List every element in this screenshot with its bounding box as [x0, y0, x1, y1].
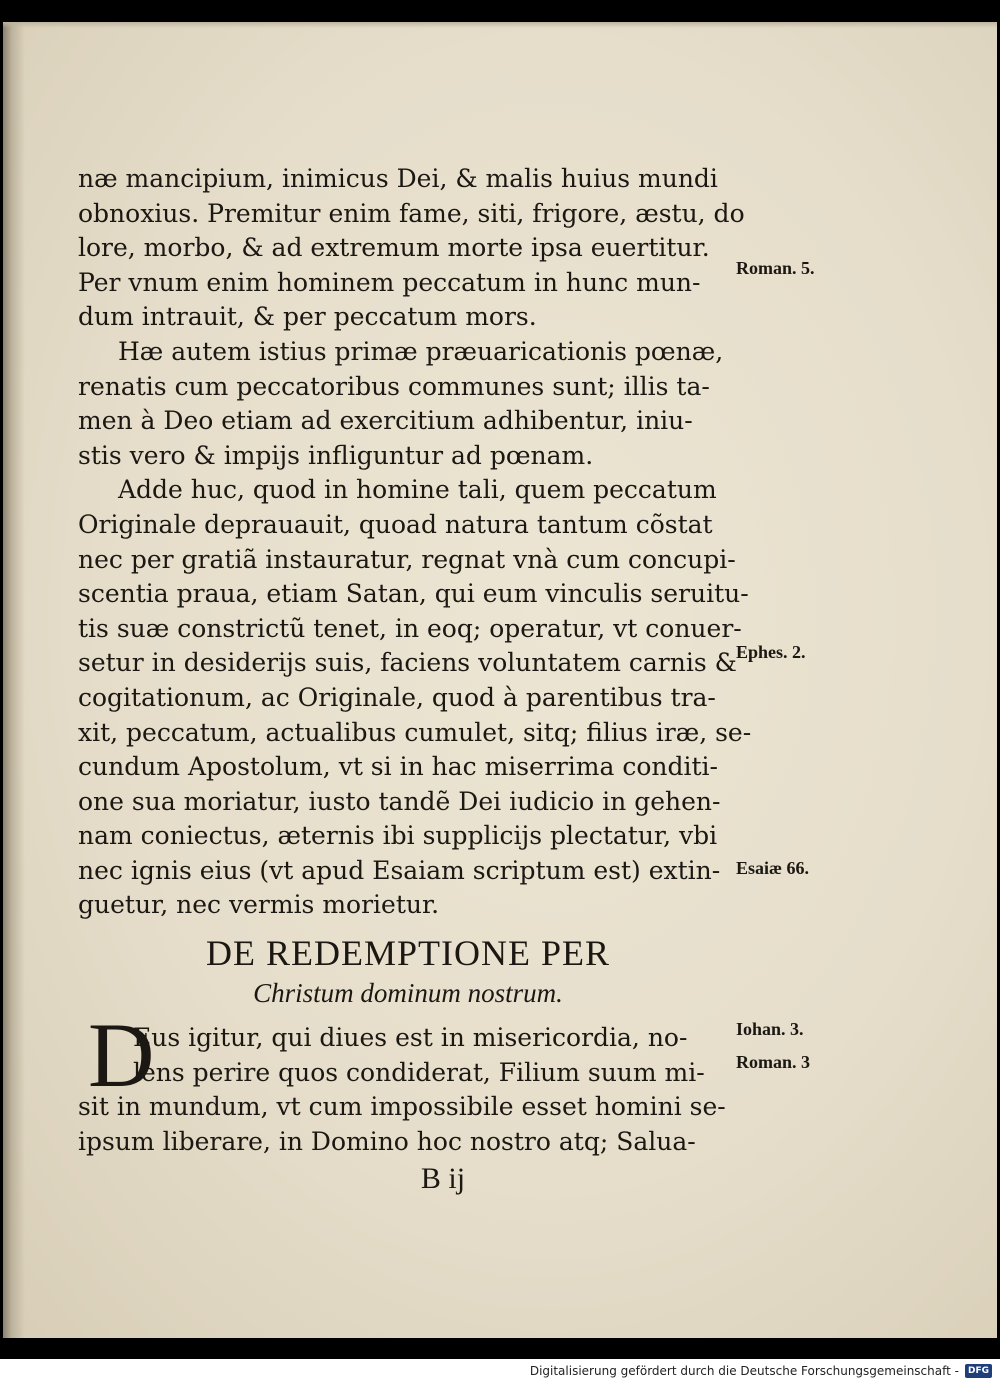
page-top-shadow	[3, 22, 997, 28]
text-line: cogitationum, ac Originale, quod à parentibus tra-	[78, 682, 716, 712]
margin-note-ephes-2: Ephes. 2.	[736, 642, 806, 662]
margin-note-roman-3: Roman. 3	[736, 1052, 811, 1072]
footer-credit: Digitalisierung gefördert durch die Deutsche Forschungsgemeinschaft -	[529, 1364, 959, 1378]
section-heading: DE REDEMPTIONE PER	[206, 933, 610, 974]
page-body	[78, 162, 752, 1199]
text-line: tis suæ constrictũ tenet, in eoq; operatur, vt conuer-	[78, 613, 742, 643]
text-line: nec ignis eius (vt apud Esaiam scriptum est) extin-	[78, 855, 721, 885]
text-line: obnoxius. Premitur enim fame, siti, frigore, æstu, do	[78, 198, 745, 228]
text-line: renatis cum peccatoribus communes sunt; illis ta-	[78, 371, 710, 401]
text-line: Per vnum enim hominem peccatum in hunc mun-	[78, 267, 701, 297]
margin-note-iohan-3: Iohan. 3.	[736, 1019, 804, 1039]
text-line: setur in desiderijs suis, faciens voluntatem carnis &	[78, 648, 737, 678]
text-line: men à Deo etiam ad exercitium adhibentur, iniu-	[78, 406, 693, 436]
paragraph-2	[78, 335, 738, 473]
dfg-logo: DFG	[965, 1364, 992, 1378]
text-line: sit in mundum, vt cum impossibile esset homini se-	[78, 1092, 726, 1122]
text-line: one sua moriatur, iusto tandẽ Dei iudicio in gehen-	[78, 786, 721, 816]
signature-mark: B ij	[420, 1162, 466, 1196]
text-line: scentia praua, etiam Satan, qui eum vinculis seruitu-	[78, 579, 749, 609]
text-line: nec per gratiã instauratur, regnat vnà cum concupi-	[78, 544, 736, 574]
drop-capital: D	[88, 1004, 155, 1107]
text-line: xit, peccatum, actualibus cumulet, sitq; filius iræ, se-	[78, 717, 752, 747]
text-line: stis vero & impijs infliguntur ad pœnam.	[78, 440, 594, 470]
text-line: ipsum liberare, in Domino hoc nostro atq; Salua-	[78, 1126, 696, 1156]
margin-note-esaiae-66: Esaiæ 66.	[736, 858, 810, 878]
text-line: Eus igitur, qui diues est in misericordia, no-	[133, 1023, 688, 1053]
text-line: Originale deprauauit, quoad natura tantum cõstat	[78, 509, 713, 539]
text-line: lore, morbo, & ad extremum morte ipsa euertitur.	[78, 233, 710, 263]
text-line: dum intrauit, & per peccatum mors.	[78, 302, 537, 332]
text-line: næ mancipium, inimicus Dei, & malis huius mundi	[78, 164, 718, 193]
paragraph-1	[78, 162, 745, 335]
section-subheading: Christum dominum nostrum.	[253, 978, 563, 1009]
paragraph-4	[78, 1004, 738, 1159]
paragraph-3	[78, 473, 752, 923]
text-line: Adde huc, quod in homine tali, quem peccatum	[118, 475, 717, 505]
text-line: Hæ autem istius primæ præuaricationis pœnæ,	[118, 336, 724, 366]
page-gutter-shadow	[3, 22, 25, 1338]
digitization-footer	[0, 1359, 1000, 1383]
book-page	[3, 22, 997, 1338]
margin-note-roman-5: Roman. 5.	[736, 258, 815, 278]
text-line: lens perire quos condiderat, Filium suum mi-	[133, 1057, 705, 1087]
text-line: cundum Apostolum, vt si in hac miserrima conditi-	[78, 752, 719, 782]
text-line: nam coniectus, æternis ibi supplicijs plectatur, vbi	[78, 821, 718, 851]
text-line: guetur, nec vermis morietur.	[78, 890, 440, 920]
